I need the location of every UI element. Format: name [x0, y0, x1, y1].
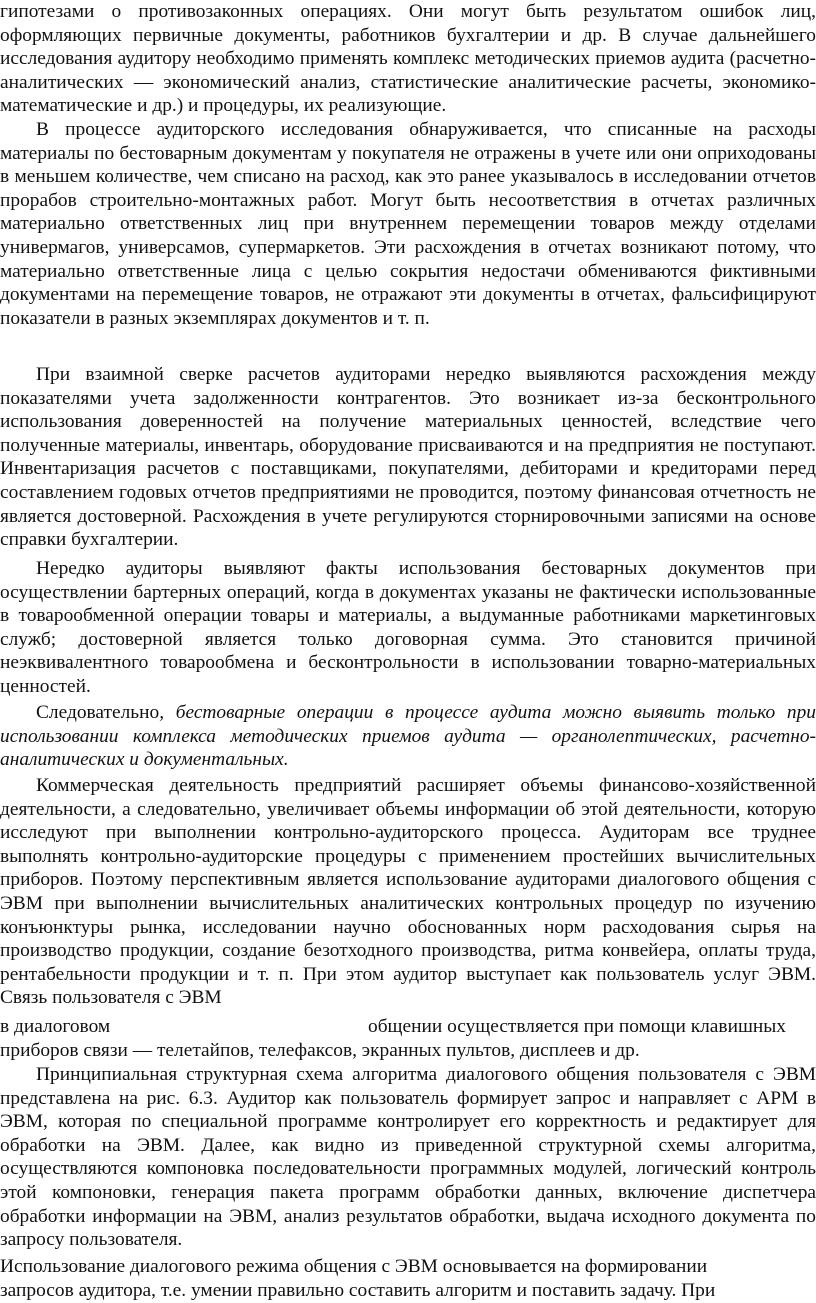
paragraph-3: При взаимной сверке расчетов аудиторами нередко выявляются расхождения между показателями учета задолженности контрагентов. Это возникает из-за бесконтрольного использования доверенностей на получение материальных ценностей, вследствие чего полученные материалы, инвентарь, оборудование присваиваются и на предприятия не поступают. Инвентаризация расчетов с поставщиками, покупателями, дебиторами и кредиторами перед составлением годовых отчетов предприятиями не проводится, поэтому финансовая отчетность не является достоверной. Расхождения в учете регулируются сторнировочными записями на основе справки бухгалтерии.: [0, 364, 816, 551]
paragraph-8-line-2: запросов аудитора, т.е. умении правильно составить алгоритм и поставить задачу. При: [0, 1280, 716, 1301]
paragraph-6-end: приборов связи — телетайпов, телефаксов, экранных пультов, дисплеев и др.: [0, 1040, 640, 1061]
paragraph-2: В процессе аудиторского исследования обнаруживается, что списанные на расходы материалы по бестоварным документам у покупателя не отражены в учете или они оприходованы в меньшем количестве, чем списано на расход, как это ранее указывалось в исследовании отчетов прорабов строительно-монтажных работ. Могут быть несоответствия в отчетах различных материально ответственных лиц при внутреннем перемещении товаров между отделами универмагов, универсамов, супермаркетов. Эти расхождения в отчетах возникают потому, что материально ответственные лица с целью сокрытия недостачи обмениваются фиктивными документами на перемещение товаров, не отражают эти документы в отчетах, фальсифицируют показатели в разных экземплярах документов и т. п.: [0, 119, 816, 329]
paragraph-7: Принципиальная структурная схема алгоритма диалогового общения пользователя с ЭВМ представлена на рис. 6.3. Аудитор как пользователь формирует запрос и направляет с АРМ в ЭВМ, которая по специальной программе контролирует его корректность и редактирует для обработки на ЭВМ. Далее, как видно из приведенной структурной схемы алгоритма, осуществляются компоновка последовательности программных модулей, логический контроль этой компоновки, генерация пакета программ обработки данных, включение диспетчера обработки информации на ЭВМ, анализ результатов обработки, выдача исходного документа по запросу пользователя.: [0, 1064, 816, 1251]
paragraph-5-italic: , бестоварные операции в процессе аудита можно выявить только при использовании комплекса методических приемов аудита — органолептических, расчетно-аналитических и документальных.: [0, 702, 816, 771]
paragraph-5: [0, 701, 816, 772]
paragraph-4: Нередко аудиторы выявляют факты использования бестоварных документов при осуществлении бартерных операций, когда в документах указаны не фактически использованные в товарообменной операции товары и материалы, а выдуманные работниками маркетинговых служб; достоверной является только договорная сумма. Это становится причиной неэквивалентного товарообмена и бесконтрольности в использовании товарно-материальных ценностей.: [0, 558, 816, 697]
paragraph-6: Коммерческая деятельность предприятий расширяет объемы финансово-хозяйственной деятельности, а следовательно, увеличивает объемы информации об этой деятельности, которую исследуют при выполнении контрольно-аудиторского процесса. Аудиторам все труднее выполнять контрольно-аудиторские процедуры с применением простейших вычислительных приборов. Поэтому перспективным является использование аудиторами диалогового общения с ЭВМ при выполнении вычислительных аналитических контрольных процедур по изучению конъюнктуры рынка, исследовании научно обоснованных норм расходования сырья на производство продукции, создание безотходного производства, ритма конвейера, оплаты труда, рентабельности продукции и т. п. При этом аудитор выступает как пользователь услуг ЭВМ. Связь пользователя с ЭВМ: [0, 775, 816, 1009]
paragraph-1: гипотезами о противозаконных операциях. Они могут быть результатом ошибок лиц, оформляющих первичные документы, работников бухгалтерии и др. В случае дальнейшего исследования аудитору необходимо применять комплекс методических приемов аудита (расчетно-аналитических — экономический анализ, статистические аналитические расчеты, экономико-математические и др.) и процедуры, их реализующие.: [0, 1, 816, 117]
paragraph-6-gap-right: общении осуществляется при помощи клавишных: [368, 1016, 786, 1037]
paragraph-6-gap-line: [0, 1015, 816, 1039]
paragraph-6-gap-left: в диалоговом: [0, 1016, 111, 1037]
paragraph-5-lead: Следовательно: [36, 702, 160, 723]
paragraph-8-line-1: Использование диалогового режима общения с ЭВМ основывается на формировании: [0, 1256, 708, 1277]
